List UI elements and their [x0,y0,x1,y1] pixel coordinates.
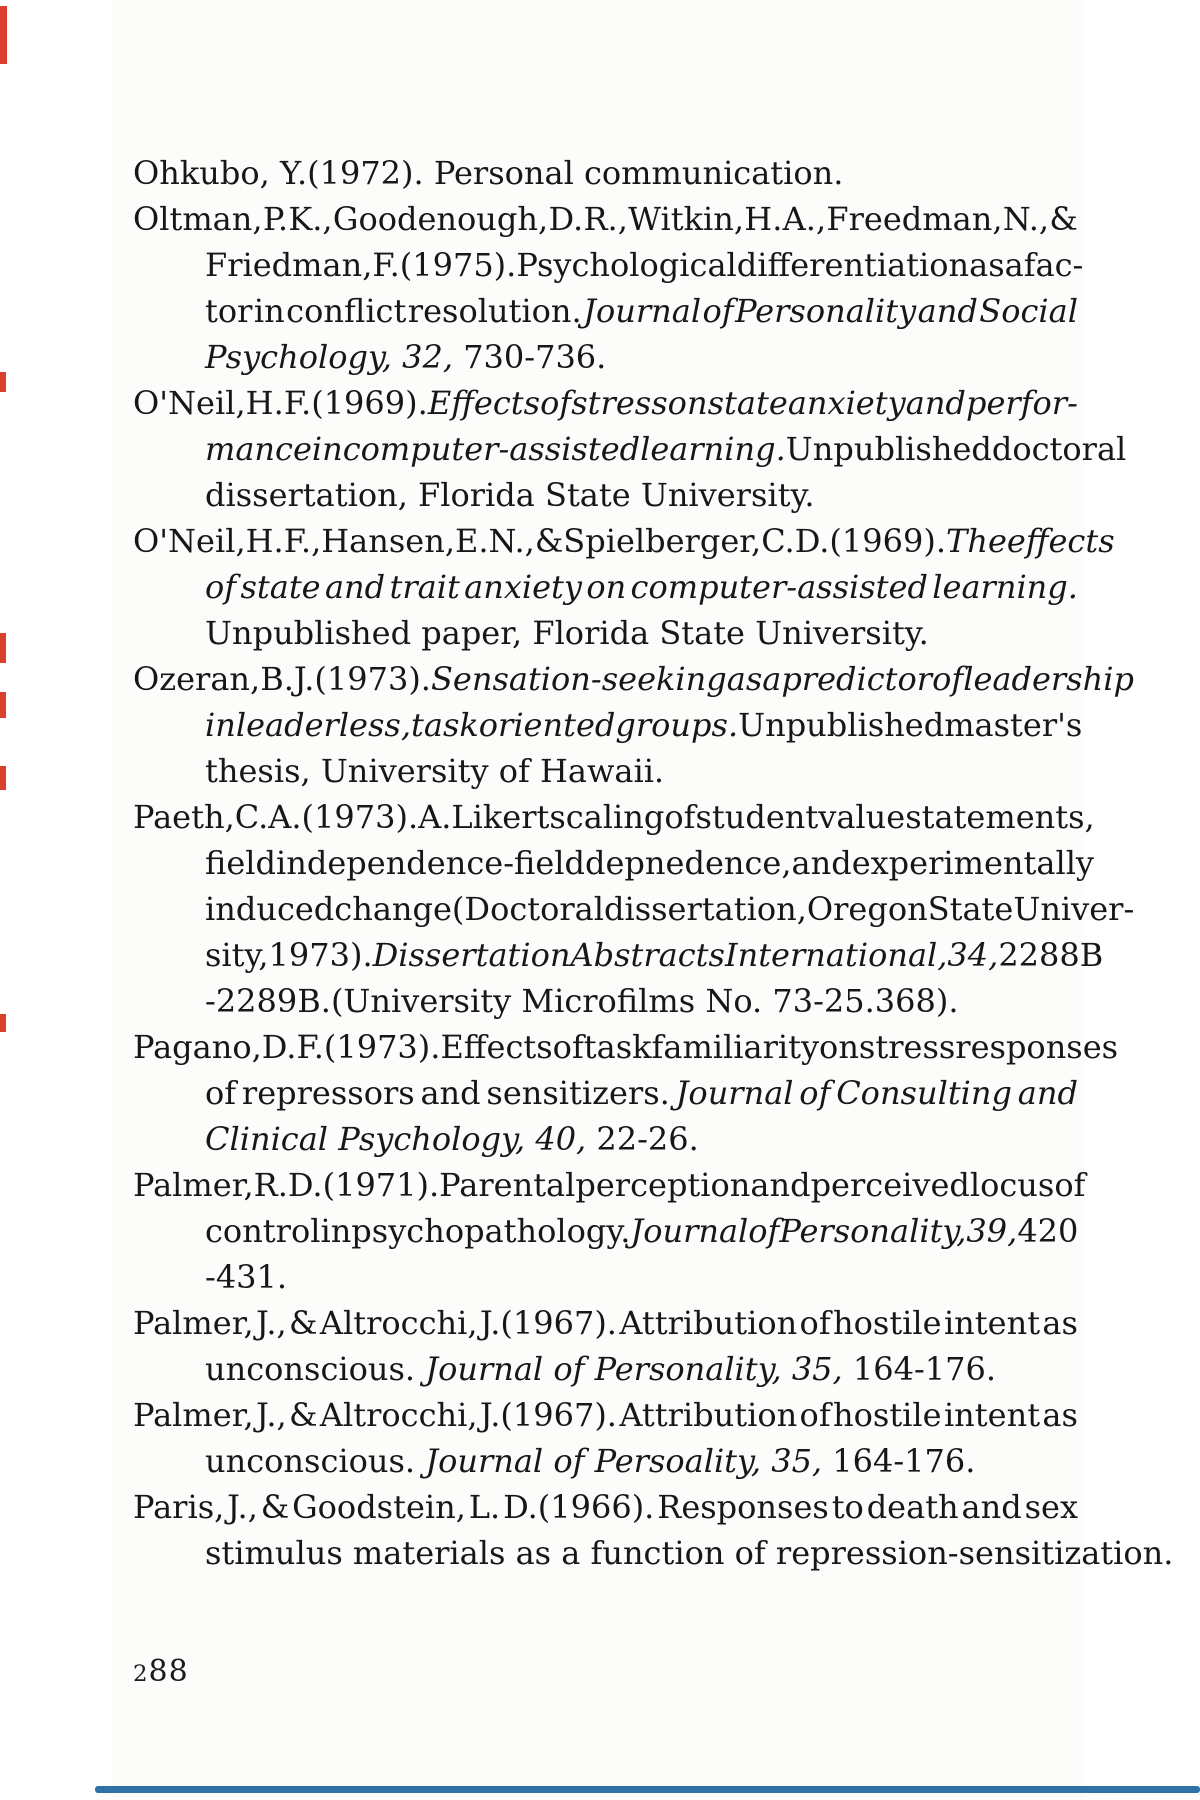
reference-line: Unpublished paper, Florida State University. [205,614,929,652]
reference-line: of repressors and sensitizers. Journal of Consulting and [205,1074,1078,1112]
reference-line: in leaderless, task oriented groups. Unpublished master's [205,706,1083,744]
reference-line: -431. [205,1258,288,1296]
reference-line: stimulus materials as a function of repression-sensitization. [205,1534,1174,1572]
reference-list [133,150,1174,1576]
reference-line: Clinical Psychology, 40, 22-26. [205,1120,699,1158]
reference-line: field independence-field depnedence, and experimentally [205,844,1094,882]
scan-red-mark [0,6,7,64]
reference-line: of state and trait anxiety on computer-assisted learning. [205,568,1078,606]
reference-line: Psychology, 32, 730-736. [205,338,607,376]
reference-line: Oltman, P. K., Goodenough, D. R., Witkin, H. A., Freedman, N., & [133,200,1078,238]
reference-line: unconscious. Journal of Personality, 35, 164-176. [205,1350,997,1388]
scan-red-mark [0,692,6,718]
reference-line: control in psychopathology. Journal of Personality, 39, 420 [205,1212,1079,1250]
scan-red-mark [0,633,6,663]
scan-red-mark [0,766,6,790]
reference-line: O'Neil, H. F.(1969). Effects of stress on state anxiety and perfor- [133,384,1078,422]
reference-line: O'Neil, H. F., Hansen, E. N., & Spielberger, C. D.(1969). The effects [133,522,1115,560]
reference-line: Ohkubo, Y.(1972). Personal communication. [133,154,844,192]
reference-line: Paeth, C. A.(1973). A. Likert scaling of student value statements, [133,798,1095,836]
reference-line: mance in computer-assisted learning. Unpublished doctoral [205,430,1127,468]
reference-line: Palmer, R. D.(1971). Parental perception and perceived locus of [133,1166,1086,1204]
reference-line: sity, 1973). Dissertation Abstracts International, 34, 2288B [205,936,1104,974]
reference-line: Ozeran, B. J.(1973). Sensation-seeking as a predictor of leadership [133,660,1134,698]
page-number: 288 [133,1654,189,1689]
reference-line: induced change (Doctoral dissertation, Oregon State Univer- [205,890,1135,928]
reference-line: thesis, University of Hawaii. [205,752,665,790]
reference-line: Pagano, D. F.(1973). Effects of task familiarity on stress responses [133,1028,1119,1066]
reference-line: Friedman, F.(1975). Psychological differentiation as a fac- [205,246,1084,284]
reference-line: Paris, J., & Goodstein, L. D.(1966). Responses to death and sex [133,1488,1078,1526]
reference-line: Palmer, J., & Altrocchi, J.(1967). Attribution of hostile intent as [133,1396,1078,1434]
reference-line: Palmer, J., & Altrocchi, J.(1967). Attribution of hostile intent as [133,1304,1078,1342]
reference-line: dissertation, Florida State University. [205,476,815,514]
reference-line: tor in conflict resolution. Journal of Personality and Social [205,292,1078,330]
scan-red-mark [0,372,6,392]
reference-line: -2289B.(University Microfilms No. 73-25.368). [205,982,959,1020]
reference-line: unconscious. Journal of Persoality, 35, 164-176. [205,1442,976,1480]
scan-blue-line [95,1786,1200,1793]
scan-red-mark [0,1014,6,1032]
